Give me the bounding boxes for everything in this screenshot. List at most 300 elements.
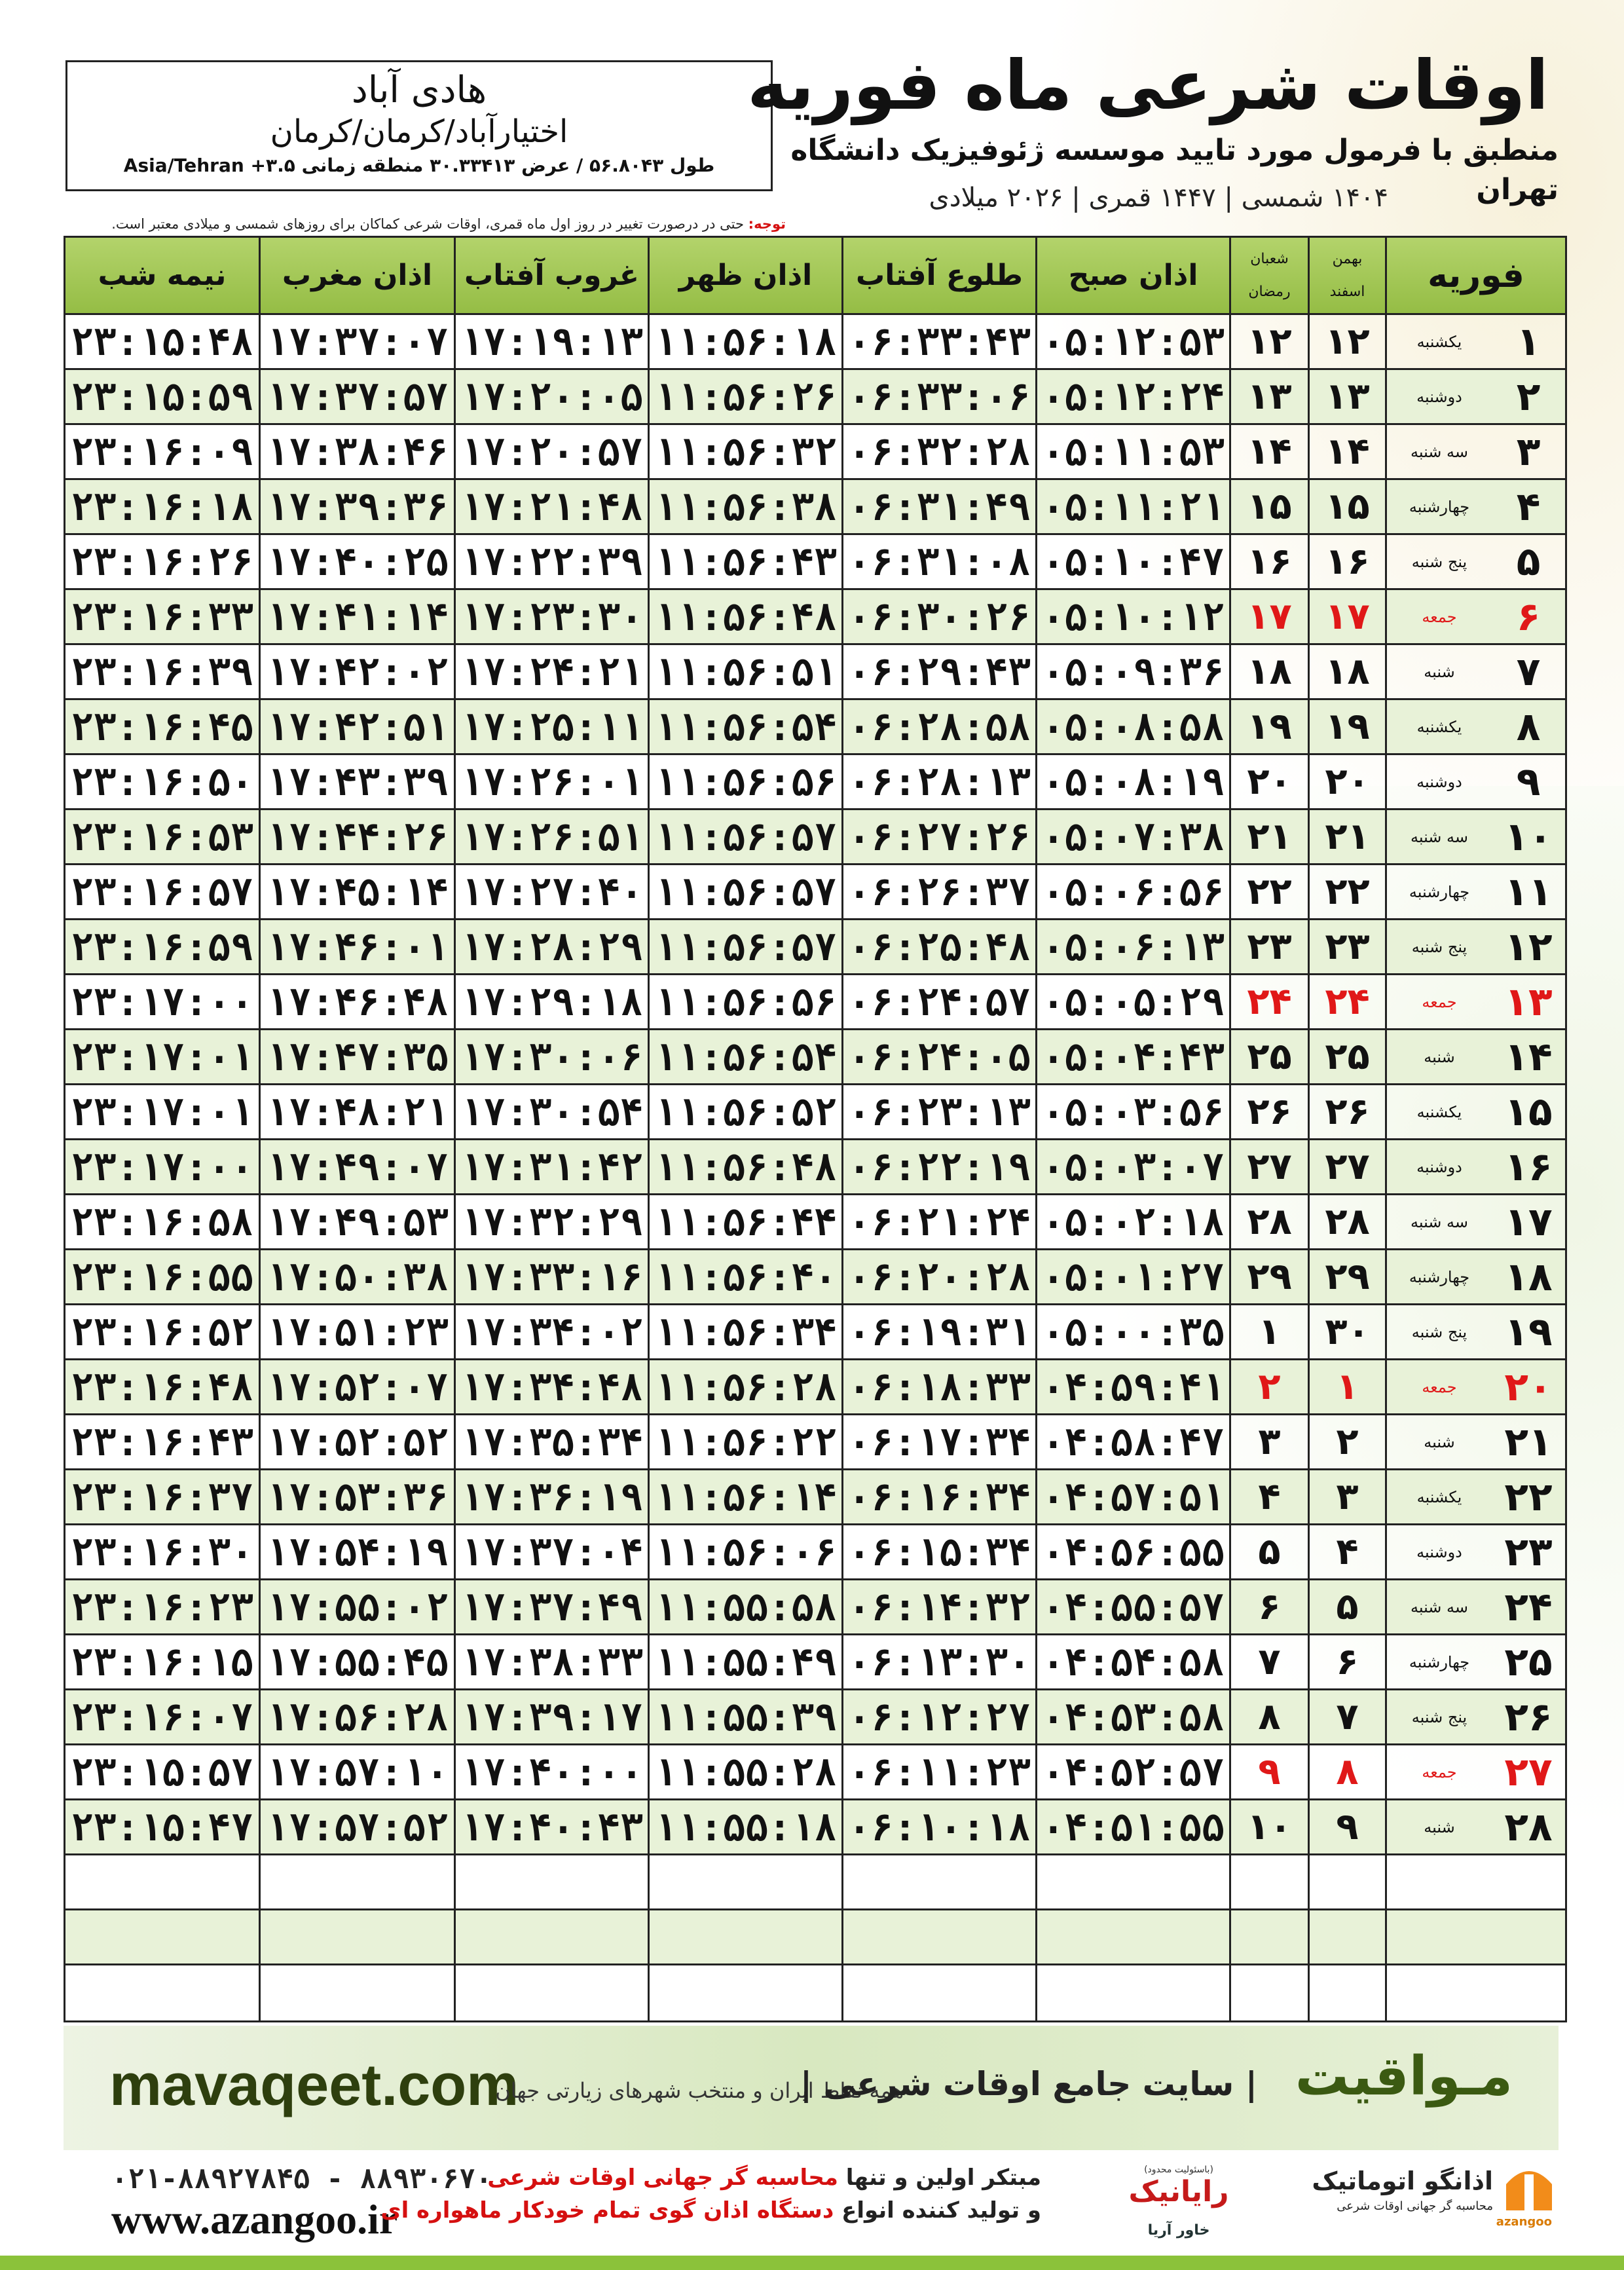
table-row [65, 1580, 1565, 1635]
sunrise-cell: ۰۶:۲۱:۲۴ [843, 1195, 1037, 1248]
note [59, 211, 786, 237]
gregorian-day-cell: ۲۸ [1504, 1804, 1553, 1850]
empty-cell [1387, 1910, 1565, 1963]
raianik-logo [1113, 2165, 1244, 2239]
site-url[interactable]: mavaqeet.com [109, 2053, 519, 2118]
sunset-cell: ۱۷:۳۶:۱۹ [456, 1470, 650, 1523]
fajr-cell: ۰۵:۰۲:۱۸ [1037, 1195, 1231, 1248]
table-row [65, 1030, 1565, 1085]
midnight-cell [65, 1855, 261, 1908]
weekday-cell: یکشنبه [1416, 1102, 1462, 1121]
gregorian-day-cell: ۲۶ [1504, 1694, 1553, 1740]
midnight-cell: ۲۳:۱۶:۵۷ [65, 865, 261, 918]
header-hijri-bottom: رمضان [1248, 283, 1291, 300]
shamsi-day-cell: ۲۰ [1310, 755, 1387, 808]
weekday-cell: دوشنبه [1416, 1542, 1462, 1561]
footer-tagline: همه نقاط ایران و منتخب شهرهای زیارتی جهان [495, 2078, 904, 2103]
sunrise-cell [843, 1855, 1037, 1908]
hijri-day-cell: ۱۴ [1231, 425, 1310, 478]
hijri-day-cell: ۴ [1231, 1470, 1310, 1523]
midnight-cell: ۲۳:۱۶:۱۸ [65, 480, 261, 533]
gregorian-day-cell: ۹ [1516, 758, 1541, 805]
sunrise-cell: ۰۶:۲۹:۴۳ [843, 645, 1037, 698]
hijri-day-cell: ۱۳ [1231, 370, 1310, 423]
gregorian-day-cell: ۱۷ [1504, 1199, 1553, 1245]
maghrib-cell: ۱۷:۴۴:۲۶ [261, 810, 456, 863]
maghrib-cell: ۱۷:۵۵:۴۵ [261, 1635, 456, 1688]
fajr-cell: ۰۴:۵۴:۵۸ [1037, 1635, 1231, 1688]
sunset-cell: ۱۷:۴۰:۰۰ [456, 1745, 650, 1798]
weekday-cell: سه شنبه [1410, 1597, 1469, 1616]
shamsi-day-cell: ۱۲ [1310, 315, 1387, 368]
zuhr-cell: ۱۱:۵۶:۵۴ [650, 700, 843, 753]
promo-line-1-b: محاسبه گر جهانی اوقات شرعی [487, 2165, 838, 2191]
sunrise-cell: ۰۶:۳۳:۰۶ [843, 370, 1037, 423]
fajr-cell: ۰۵:۱۲:۵۳ [1037, 315, 1231, 368]
gregorian-day-cell: ۵ [1516, 538, 1541, 585]
sunrise-cell: ۰۶:۱۴:۳۲ [843, 1580, 1037, 1633]
fajr-cell: ۰۵:۰۹:۳۶ [1037, 645, 1231, 698]
table-header-row [65, 238, 1565, 315]
zuhr-cell: ۱۱:۵۶:۵۷ [650, 865, 843, 918]
hijri-day-cell: ۱۸ [1231, 645, 1310, 698]
sunrise-cell: ۰۶:۳۲:۲۸ [843, 425, 1037, 478]
table-row [65, 370, 1565, 425]
maghrib-cell: ۱۷:۳۷:۰۷ [261, 315, 456, 368]
weekday-cell: چهارشنبه [1409, 1267, 1470, 1286]
zuhr-cell: ۱۱:۵۶:۳۲ [650, 425, 843, 478]
table-row [65, 590, 1565, 645]
gregorian-day-cell: ۲۰ [1504, 1364, 1553, 1410]
zuhr-cell: ۱۱:۵۶:۵۶ [650, 755, 843, 808]
gregorian-day-cell: ۱۶ [1504, 1144, 1553, 1190]
header-shamsi-top: بهمن [1332, 250, 1363, 267]
hijri-day-cell: ۲۶ [1231, 1085, 1310, 1138]
fajr-cell: ۰۵:۱۲:۲۴ [1037, 370, 1231, 423]
gregorian-day-cell: ۲۴ [1504, 1584, 1553, 1630]
promo-line-2 [380, 2197, 1041, 2223]
sunset-cell: ۱۷:۲۴:۲۱ [456, 645, 650, 698]
maghrib-cell: ۱۷:۴۳:۳۹ [261, 755, 456, 808]
sunrise-cell: ۰۶:۳۳:۴۳ [843, 315, 1037, 368]
maghrib-cell: ۱۷:۴۶:۰۱ [261, 920, 456, 973]
hijri-day-cell: ۲۴ [1231, 975, 1310, 1028]
hijri-day-cell [1231, 1910, 1310, 1963]
phone-numbers: ۰۲۱-۸۸۹۲۷۸۴۵ - ۸۸۹۳۰۶۷۰ [111, 2163, 492, 2195]
zuhr-cell: ۱۱:۵۵:۳۹ [650, 1690, 843, 1743]
zuhr-cell: ۱۱:۵۵:۲۸ [650, 1745, 843, 1798]
midnight-cell: ۲۳:۱۷:۰۱ [65, 1085, 261, 1138]
fajr-cell: ۰۵:۱۰:۱۲ [1037, 590, 1231, 643]
shamsi-day-cell: ۱۶ [1310, 535, 1387, 588]
sunset-cell: ۱۷:۳۰:۰۶ [456, 1030, 650, 1083]
shamsi-day-cell: ۱۸ [1310, 645, 1387, 698]
sunset-cell: ۱۷:۲۹:۱۸ [456, 975, 650, 1028]
shamsi-day-cell: ۲۴ [1310, 975, 1387, 1028]
azangoo-badge-icon [1500, 2161, 1559, 2214]
fajr-cell: ۰۵:۰۵:۲۹ [1037, 975, 1231, 1028]
sunrise-cell: ۰۶:۱۹:۳۱ [843, 1305, 1037, 1358]
shamsi-day-cell: ۲۶ [1310, 1085, 1387, 1138]
fajr-cell: ۰۴:۵۳:۵۸ [1037, 1690, 1231, 1743]
shamsi-day-cell: ۱ [1310, 1360, 1387, 1413]
table-row [65, 700, 1565, 755]
zuhr-cell: ۱۱:۵۶:۴۸ [650, 590, 843, 643]
header-month: فوریه [1428, 255, 1524, 295]
midnight-cell: ۲۳:۱۶:۵۳ [65, 810, 261, 863]
weekday-cell: دوشنبه [1416, 772, 1462, 791]
midnight-cell: ۲۳:۱۷:۰۰ [65, 975, 261, 1028]
zuhr-cell: ۱۱:۵۶:۵۷ [650, 810, 843, 863]
sunrise-cell: ۰۶:۲۵:۴۸ [843, 920, 1037, 973]
sunrise-cell: ۰۶:۱۵:۳۴ [843, 1525, 1037, 1578]
gregorian-day-cell: ۲۵ [1504, 1639, 1553, 1685]
midnight-cell: ۲۳:۱۵:۴۷ [65, 1800, 261, 1853]
shamsi-day-cell: ۸ [1310, 1745, 1387, 1798]
table-row [65, 1690, 1565, 1745]
midnight-cell: ۲۳:۱۵:۴۸ [65, 315, 261, 368]
sunset-cell: ۱۷:۲۷:۴۰ [456, 865, 650, 918]
sunset-cell: ۱۷:۱۹:۱۳ [456, 315, 650, 368]
shamsi-day-cell: ۳۰ [1310, 1305, 1387, 1358]
gregorian-day-cell: ۲ [1516, 373, 1541, 420]
shamsi-day-cell: ۶ [1310, 1635, 1387, 1688]
zuhr-cell: ۱۱:۵۶:۲۲ [650, 1415, 843, 1468]
maghrib-cell: ۱۷:۴۷:۳۵ [261, 1030, 456, 1083]
sunrise-cell: ۰۶:۳۰:۲۶ [843, 590, 1037, 643]
sunset-cell: ۱۷:۳۴:۴۸ [456, 1360, 650, 1413]
zuhr-cell: ۱۱:۵۶:۱۸ [650, 315, 843, 368]
midnight-cell: ۲۳:۱۶:۵۸ [65, 1195, 261, 1248]
hijri-day-cell: ۳ [1231, 1415, 1310, 1468]
sunset-cell: ۱۷:۲۶:۰۱ [456, 755, 650, 808]
hijri-day-cell: ۲۸ [1231, 1195, 1310, 1248]
hijri-day-cell: ۸ [1231, 1690, 1310, 1743]
midnight-cell: ۲۳:۱۶:۴۵ [65, 700, 261, 753]
fajr-cell: ۰۵:۰۶:۱۳ [1037, 920, 1231, 973]
footer-band [64, 2026, 1559, 2150]
sunset-cell: ۱۷:۳۱:۴۲ [456, 1140, 650, 1193]
midnight-cell: ۲۳:۱۶:۳۳ [65, 590, 261, 643]
zuhr-cell [650, 1855, 843, 1908]
location-province: اختیارآباد/کرمان/کرمان [270, 113, 568, 150]
sunset-cell: ۱۷:۲۲:۳۹ [456, 535, 650, 588]
hijri-day-cell: ۱۵ [1231, 480, 1310, 533]
hijri-day-cell: ۲۲ [1231, 865, 1310, 918]
sunset-cell: ۱۷:۳۷:۴۹ [456, 1580, 650, 1633]
weekday-cell: چهارشنبه [1409, 1652, 1470, 1671]
weekday-cell: شنبه [1424, 1432, 1455, 1451]
sunrise-cell: ۰۶:۲۴:۵۷ [843, 975, 1037, 1028]
zuhr-cell: ۱۱:۵۶:۵۷ [650, 920, 843, 973]
table-row [65, 810, 1565, 865]
table-row [65, 1140, 1565, 1195]
table-row [65, 1305, 1565, 1360]
sunset-cell: ۱۷:۲۵:۱۱ [456, 700, 650, 753]
weekday-cell: شنبه [1424, 1047, 1455, 1066]
footer-slogan: | سایت جامع اوقات شرعی | [800, 2065, 1257, 2103]
weekday-cell: پنج شنبه [1411, 1322, 1467, 1341]
weekday-cell: یکشنبه [1416, 717, 1462, 736]
shamsi-day-cell: ۲۲ [1310, 865, 1387, 918]
fajr-cell: ۰۵:۰۱:۲۷ [1037, 1250, 1231, 1303]
shamsi-day-cell: ۱۳ [1310, 370, 1387, 423]
sunset-cell [456, 1910, 650, 1963]
sunset-cell: ۱۷:۲۳:۳۰ [456, 590, 650, 643]
empty-row [65, 1910, 1565, 1965]
header-fajr: اذان صبح [1037, 238, 1231, 313]
weekday-cell: جمعه [1422, 607, 1457, 626]
hijri-day-cell: ۲ [1231, 1360, 1310, 1413]
gregorian-day-cell: ۱۴ [1504, 1033, 1553, 1080]
fajr-cell: ۰۵:۰۳:۰۷ [1037, 1140, 1231, 1193]
empty-cell [1387, 1855, 1565, 1908]
table-row [65, 1525, 1565, 1580]
note-text: حتی در درصورت تغییر در روز اول ماه قمری، اوقات شرعی کماکان برای روزهای شمسی و میلادی معتبر است. [111, 216, 748, 232]
hijri-day-cell: ۹ [1231, 1745, 1310, 1798]
shamsi-day-cell: ۱۹ [1310, 700, 1387, 753]
zuhr-cell: ۱۱:۵۶:۴۳ [650, 535, 843, 588]
fajr-cell [1037, 1910, 1231, 1963]
zuhr-cell: ۱۱:۵۶:۴۸ [650, 1140, 843, 1193]
midnight-cell: ۲۳:۱۷:۰۱ [65, 1030, 261, 1083]
shamsi-day-cell: ۲۵ [1310, 1030, 1387, 1083]
fajr-cell: ۰۵:۰۸:۵۸ [1037, 700, 1231, 753]
table-row [65, 1250, 1565, 1305]
gregorian-day-cell: ۲۳ [1504, 1529, 1553, 1575]
midnight-cell [65, 1910, 261, 1963]
maghrib-cell: ۱۷:۳۸:۴۶ [261, 425, 456, 478]
table-row [65, 1800, 1565, 1855]
gregorian-day-cell: ۱۰ [1504, 813, 1553, 860]
zuhr-cell [650, 1910, 843, 1963]
maghrib-cell: ۱۷:۵۰:۳۸ [261, 1250, 456, 1303]
sunset-cell: ۱۷:۳۳:۱۶ [456, 1250, 650, 1303]
zuhr-cell: ۱۱:۵۶:۵۶ [650, 975, 843, 1028]
maghrib-cell: ۱۷:۵۱:۲۳ [261, 1305, 456, 1358]
sunset-cell: ۱۷:۲۶:۵۱ [456, 810, 650, 863]
sunset-cell: ۱۷:۳۸:۳۳ [456, 1635, 650, 1688]
shamsi-day-cell: ۲۳ [1310, 920, 1387, 973]
azangoo-logo-text: اذانگو اتوماتیک [1312, 2167, 1493, 2195]
shamsi-day-cell: ۷ [1310, 1690, 1387, 1743]
weekday-cell: سه شنبه [1410, 1212, 1469, 1231]
fajr-cell: ۰۴:۵۶:۵۵ [1037, 1525, 1231, 1578]
weekday-cell: پنج شنبه [1411, 937, 1467, 956]
sunrise-cell: ۰۶:۲۸:۱۳ [843, 755, 1037, 808]
weekday-cell: پنج شنبه [1411, 1707, 1467, 1726]
header-zuhr: اذان ظهر [650, 238, 843, 313]
shamsi-day-cell: ۱۵ [1310, 480, 1387, 533]
header-midnight: نیمه شب [65, 238, 261, 313]
header-hijri-top: شعبان [1250, 250, 1289, 267]
empty-row [65, 1855, 1565, 1910]
shamsi-day-cell: ۲۱ [1310, 810, 1387, 863]
header-sunset: غروب آفتاب [456, 238, 650, 313]
gregorian-day-cell: ۱۸ [1504, 1254, 1553, 1300]
midnight-cell: ۲۳:۱۶:۲۶ [65, 535, 261, 588]
hijri-day-cell [1231, 1855, 1310, 1908]
page-title: اوقات شرعی ماه فوریه [747, 45, 1549, 125]
zuhr-cell: ۱۱:۵۶:۵۴ [650, 1030, 843, 1083]
zuhr-cell: ۱۱:۵۵:۵۸ [650, 1580, 843, 1633]
maghrib-cell: ۱۷:۵۷:۵۲ [261, 1800, 456, 1853]
promo-line-1-a: مبتکر اولین و تنها [838, 2165, 1041, 2191]
promo-line-1 [487, 2165, 1041, 2191]
sunrise-cell [843, 1910, 1037, 1963]
gregorian-day-cell: ۷ [1516, 648, 1541, 695]
sunset-cell: ۱۷:۲۸:۲۹ [456, 920, 650, 973]
sunset-cell: ۱۷:۲۱:۴۸ [456, 480, 650, 533]
gregorian-day-cell: ۱۱ [1504, 868, 1553, 915]
sunset-cell: ۱۷:۲۰:۰۵ [456, 370, 650, 423]
shamsi-day-cell: ۵ [1310, 1580, 1387, 1633]
website-link[interactable]: www.azangoo.ir [111, 2196, 398, 2242]
sunset-cell: ۱۷:۳۹:۱۷ [456, 1690, 650, 1743]
bottom-bar [0, 2256, 1624, 2270]
midnight-cell: ۲۳:۱۶:۲۳ [65, 1580, 261, 1633]
midnight-cell: ۲۳:۱۶:۳۰ [65, 1525, 261, 1578]
sunrise-cell: ۰۶:۱۲:۲۷ [843, 1690, 1037, 1743]
fajr-cell: ۰۵:۰۶:۵۶ [1037, 865, 1231, 918]
sunrise-cell: ۰۶:۱۱:۲۳ [843, 1745, 1037, 1798]
empty-row [65, 1965, 1565, 2020]
hijri-day-cell: ۶ [1231, 1580, 1310, 1633]
maghrib-cell: ۱۷:۴۱:۱۴ [261, 590, 456, 643]
shamsi-day-cell: ۹ [1310, 1800, 1387, 1853]
gregorian-day-cell: ۲۲ [1504, 1474, 1553, 1520]
midnight-cell: ۲۳:۱۶:۰۹ [65, 425, 261, 478]
location-coords: طول ۵۶.۸۰۴۳ / عرض ۳۰.۳۳۴۱۳ منطقه زمانی ۳.۵+ Asia/Tehran [123, 155, 715, 176]
maghrib-cell: ۱۷:۳۷:۵۷ [261, 370, 456, 423]
gregorian-day-cell: ۱۹ [1504, 1309, 1553, 1355]
sunrise-cell: ۰۶:۱۳:۳۰ [843, 1635, 1037, 1688]
midnight-cell: ۲۳:۱۶:۵۰ [65, 755, 261, 808]
sunset-cell: ۱۷:۳۷:۰۴ [456, 1525, 650, 1578]
note-label: توجه: [748, 216, 786, 232]
table-row [65, 755, 1565, 810]
maghrib-cell: ۱۷:۴۹:۰۷ [261, 1140, 456, 1193]
sunrise-cell [843, 1965, 1037, 2020]
fajr-cell: ۰۴:۵۱:۵۵ [1037, 1800, 1231, 1853]
hijri-day-cell: ۷ [1231, 1635, 1310, 1688]
midnight-cell: ۲۳:۱۶:۰۷ [65, 1690, 261, 1743]
zuhr-cell: ۱۱:۵۶:۴۰ [650, 1250, 843, 1303]
weekday-cell: جمعه [1422, 992, 1457, 1011]
sunset-cell [456, 1855, 650, 1908]
fajr-cell: ۰۵:۰۳:۵۶ [1037, 1085, 1231, 1138]
shamsi-day-cell: ۲ [1310, 1415, 1387, 1468]
hijri-day-cell [1231, 1965, 1310, 2020]
sunset-cell: ۱۷:۳۵:۳۴ [456, 1415, 650, 1468]
location-box [65, 60, 773, 191]
zuhr-cell: ۱۱:۵۶:۱۴ [650, 1470, 843, 1523]
gregorian-day-cell: ۱ [1516, 318, 1541, 365]
zuhr-cell: ۱۱:۵۶:۴۴ [650, 1195, 843, 1248]
fajr-cell: ۰۴:۵۲:۵۷ [1037, 1745, 1231, 1798]
prayer-times-table [64, 236, 1567, 2022]
fajr-cell: ۰۵:۰۸:۱۹ [1037, 755, 1231, 808]
fajr-cell: ۰۴:۵۹:۴۱ [1037, 1360, 1231, 1413]
table-row [65, 1085, 1565, 1140]
table-row [65, 535, 1565, 590]
page-subtitle: منطبق با فرمول مورد تایید موسسه ژئوفیزیک دانشگاه تهران [790, 134, 1559, 206]
table-row [65, 480, 1565, 535]
gregorian-day-cell: ۱۳ [1504, 978, 1553, 1025]
weekday-cell: جمعه [1422, 1762, 1457, 1781]
hijri-day-cell: ۲۳ [1231, 920, 1310, 973]
maghrib-cell: ۱۷:۴۵:۱۴ [261, 865, 456, 918]
fajr-cell [1037, 1855, 1231, 1908]
maghrib-cell: ۱۷:۴۸:۲۱ [261, 1085, 456, 1138]
table-row [65, 1360, 1565, 1415]
maghrib-cell: ۱۷:۵۴:۱۹ [261, 1525, 456, 1578]
weekday-cell: چهارشنبه [1409, 497, 1470, 516]
table-row [65, 1745, 1565, 1800]
shamsi-day-cell: ۱۴ [1310, 425, 1387, 478]
promo-line-2-a: و تولید کننده انواع [834, 2197, 1041, 2223]
sunrise-cell: ۰۶:۱۶:۳۴ [843, 1470, 1037, 1523]
hijri-day-cell: ۲۷ [1231, 1140, 1310, 1193]
midnight-cell [65, 1965, 261, 2020]
zuhr-cell: ۱۱:۵۶:۳۴ [650, 1305, 843, 1358]
calendar-years: ۱۴۰۴ شمسی | ۱۴۴۷ قمری | ۲۰۲۶ میلادی [929, 183, 1388, 213]
gregorian-day-cell: ۲۷ [1504, 1749, 1553, 1795]
fajr-cell: ۰۴:۵۸:۴۷ [1037, 1415, 1231, 1468]
shamsi-day-cell: ۴ [1310, 1525, 1387, 1578]
maghrib-cell: ۱۷:۵۷:۱۰ [261, 1745, 456, 1798]
midnight-cell: ۲۳:۱۶:۴۳ [65, 1415, 261, 1468]
shamsi-day-cell: ۳ [1310, 1470, 1387, 1523]
sunrise-cell: ۰۶:۲۷:۲۶ [843, 810, 1037, 863]
sunrise-cell: ۰۶:۳۱:۰۸ [843, 535, 1037, 588]
fajr-cell: ۰۵:۰۰:۳۵ [1037, 1305, 1231, 1358]
maghrib-cell: ۱۷:۵۲:۵۲ [261, 1415, 456, 1468]
table-row [65, 975, 1565, 1030]
sunrise-cell: ۰۶:۱۸:۳۳ [843, 1360, 1037, 1413]
hijri-day-cell: ۲۰ [1231, 755, 1310, 808]
fajr-cell: ۰۵:۰۴:۴۳ [1037, 1030, 1231, 1083]
azangoo-logo-en: azangoo [1496, 2215, 1552, 2229]
brand-logo: مـواقیت [1295, 2045, 1513, 2108]
header-maghrib: اذان مغرب [261, 238, 456, 313]
sunrise-cell: ۰۶:۲۴:۰۵ [843, 1030, 1037, 1083]
midnight-cell: ۲۳:۱۶:۳۷ [65, 1470, 261, 1523]
table-row [65, 1195, 1565, 1250]
maghrib-cell: ۱۷:۴۲:۰۲ [261, 645, 456, 698]
zuhr-cell: ۱۱:۵۶:۰۶ [650, 1525, 843, 1578]
hijri-day-cell: ۲۱ [1231, 810, 1310, 863]
gregorian-day-cell: ۳ [1516, 428, 1541, 475]
hijri-day-cell: ۵ [1231, 1525, 1310, 1578]
shamsi-day-cell: ۲۹ [1310, 1250, 1387, 1303]
maghrib-cell: ۱۷:۵۲:۰۷ [261, 1360, 456, 1413]
maghrib-cell: ۱۷:۴۲:۵۱ [261, 700, 456, 753]
table-row [65, 1415, 1565, 1470]
raianik-logo-text: رایانیک [1128, 2175, 1229, 2208]
shamsi-day-cell [1310, 1965, 1387, 2020]
table-row [65, 1470, 1565, 1525]
midnight-cell: ۲۳:۱۶:۳۹ [65, 645, 261, 698]
maghrib-cell: ۱۷:۵۶:۲۸ [261, 1690, 456, 1743]
weekday-cell: یکشنبه [1416, 1487, 1462, 1506]
sunrise-cell: ۰۶:۲۲:۱۹ [843, 1140, 1037, 1193]
header-shamsi [1310, 238, 1387, 313]
hijri-day-cell: ۱۰ [1231, 1800, 1310, 1853]
maghrib-cell: ۱۷:۴۶:۴۸ [261, 975, 456, 1028]
weekday-cell: دوشنبه [1416, 1157, 1462, 1176]
weekday-cell: جمعه [1422, 1377, 1457, 1396]
